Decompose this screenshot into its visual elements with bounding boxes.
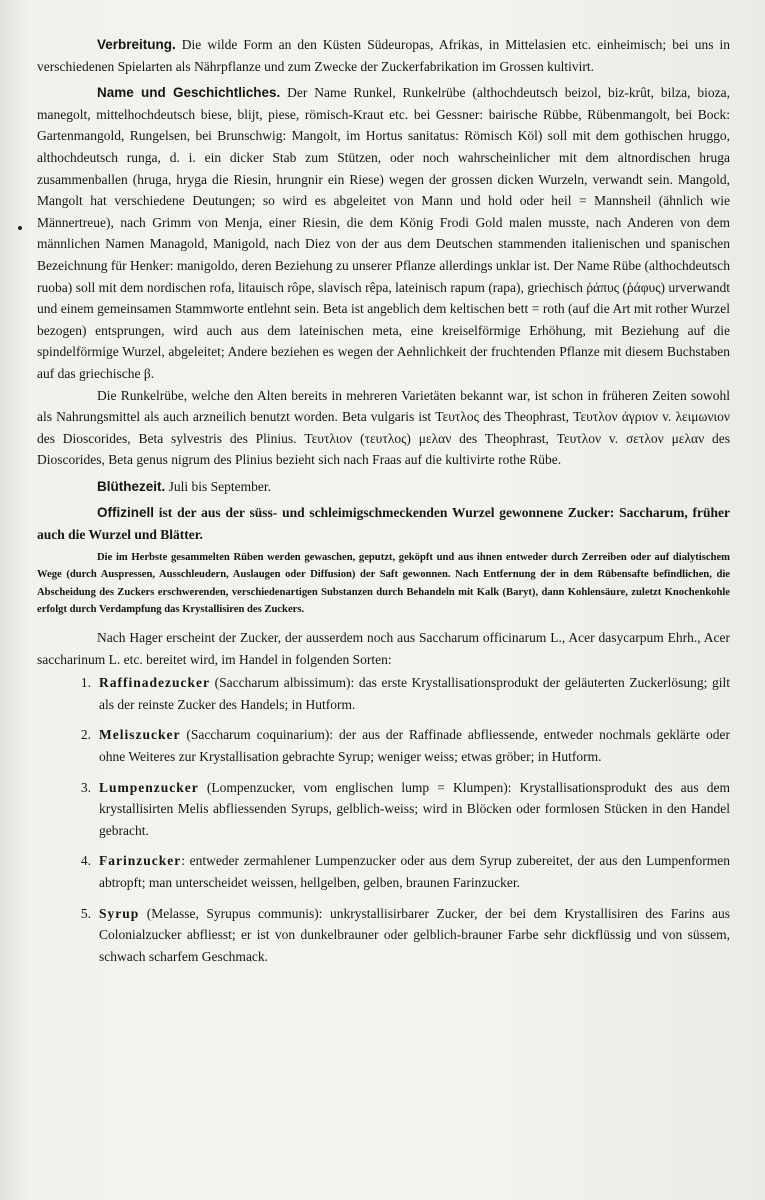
list-text [99,724,730,767]
main-text [37,34,730,546]
list-item [37,777,730,842]
list-number: 4. [80,853,91,869]
bluethezeit-text: Juli bis September. [165,478,272,494]
list-text [99,777,730,842]
offizinell-heading: Offizinell [97,505,154,521]
hager-section [37,627,730,670]
list-term: Syrup [99,905,140,921]
list-item [37,850,730,893]
verbreitung-text: Die wilde Form an den Küsten Südeuropas, Afrikas, in Mittelasien etc. einheimisch; bei uns in verschiedenen Spielarten als Nährpflanze und zum Zwecke der Zuckerfabrikation im Grossen kultivirt. [37,37,730,74]
hager-intro: Nach Hager erscheint der Zucker, der ausserdem noch aus Saccharum officinarum L., Acer dasycarpum Ehrh., Acer saccharinum L. etc. bereitet wird, im Handel in folgenden Sorten: [37,630,730,667]
list-description: : entweder zermahlener Lumpenzucker oder aus dem Syrup zubereitet, der aus den Lumpenformen abtropft; man unterscheidet weissen, hellgelben, gelben, braunen Farinzucker. [99,853,730,890]
list-term: Lumpenzucker [99,779,199,795]
list-term: Meliszucker [99,727,181,743]
sugar-types-list [37,672,730,967]
runkelruebe-paragraph: Die Runkelrübe, welche den Alten bereits in mehreren Varietäten bekannt war, ist schon in früheren Zeiten sowohl als Nahrungsmittel als auch arzneilich benutzt worden. Beta vulgaris ist Τευτλος des Theophrast, Τευτλον άγριον v. λειμωνιον des Dioscorides, Beta sylvestris des Plinius. Τευτλιον (τευτλος) μελαν des Theophrast, Τευτλον v. σετλον μελαν des Dioscorides, Beta genus nigrum des Plinius bezieht sich nach Fraas auf die kultivirte rothe Rübe. [37,387,730,468]
list-description: (Melasse, Syrupus communis): unkrystallisirbarer Zucker, der bei dem Krystallisiren des Farins aus Colonialzucker abfliesst; er ist von dunkelbrauner oder gelblich-brauner Farbe sehr dickflüssig und von süssem, schwach scharfem Geschmack. [99,905,730,964]
verbreitung-heading: Verbreitung. [97,37,176,52]
list-text [99,850,730,893]
list-text [99,672,730,715]
name-geschichte-text: Der Name Runkel, Runkelrübe (althochdeutsch beizol, biz-krût, bilza, bioza, manegolt, mittelhochdeutsch biese, blijt, piese, römisch-Kraut etc. bei Gessner: bairische Rübbe, Rübenmangolt, bei Bock: Gartenmangold, Rungelsen, bei Brunschwig: Mangolt, im Hortus sanitatus: Römisch Köl) soll mit dem gothischen hruggo, althochdeutsch runga, d. i. ein dicker Stab zum Stützen, oder noch wahrscheinlicher mit dem altnordischen hruga zusammenballen (hruga, hryga die Riesin, hrungnir ein Riese) wegen der grossen dicken Wurzeln, verwandt sein. Mangold, Mangolt hat verschiedene Deutungen; so wird es abgeleitet von Mann und hold oder heil = Mannsheil (ähnlich wie Männertreue), nach Grimm von Menja, einer Riesin, die dem König Frodi Gold malen musste, nach Anderen von dem männlichen Namen Managold, Manigold, nach Diez von der aus dem Deutschen stammenden italienischen und spanischen Bezeichnung für Henker: manigoldo, deren Beziehung zu unserer Pflanze allerdings unklar ist. Der Name Rübe (althochdeutsch ruoba) soll mit dem nordischen rofa, litauisch rôpe, slavisch rêpa, lateinisch rapum (rapa), griechisch ῥάπυς (ῥάφυς) urverwandt und einem gemeinsamen Stammworte entlehnt sein. Beta ist angeblich dem keltischen bett = roth (auf die Art mit rother Wurzel bezogen) entsprungen, wird auch aus dem lateinischen meta, eine kreiselförmige Erhöhung, mit Beziehung auf die spindelförmige Wurzel, abgeleitet; Andere beziehen es wegen der Aehnlichkeit der fruchtenden Pflanze mit diesem Buchstaben auf das griechische β. [37,85,730,381]
list-term: Farinzucker [99,853,182,869]
small-print-text: Die im Herbste gesammelten Rüben werden gewaschen, geputzt, geköpft und aus ihnen entweder durch Zerreiben oder auf dialytischem Wege (durch Auspressen, Ausschleudern, Auslaugen oder Diffusion) der Saft gewonnen. Nach Entfernung der in dem Rübensafte befindlichen, die Abscheidung des Zuckers erschwerenden, verschiedenartigen Substanzen durch Behandeln mit Kalk (Baryt), dann Kohlensäure, zuletzt Knochenkohle erfolgt durch Verdampfung das Krystallisiren des Zuckers. [37,551,730,616]
list-term: Raffinadezucker [99,675,210,691]
list-item [37,672,730,715]
bluethezeit-paragraph [37,476,730,498]
list-number: 3. [80,779,91,795]
list-item [37,903,730,968]
list-description: (Saccharum albissimum): das erste Krystallisationsprodukt der geläuterten Zuckerlösung; gilt als der reinste Zucker des Handels; in Hutform. [99,675,730,712]
list-description: (Saccharum coquinarium): der aus der Raffinade abfliessende, entweder nochmals geklärte oder ohne Weiteres zur Krystallisation gebrachte Syrup; weniger weiss; etwas gröber; in Hutform. [99,727,730,764]
margin-mark [18,226,22,230]
name-geschichte-paragraph [37,82,730,384]
verbreitung-paragraph [37,34,730,77]
small-print-block [37,549,730,619]
offizinell-text: ist der aus der süss- und schleimigschmeckenden Wurzel gewonnene Zucker: Saccharum, früher auch die Wurzel und Blätter. [37,505,730,543]
list-description: (Lompenzucker, vom englischen lump = Klumpen): Krystallisationsprodukt des aus dem krystallisirten Melis abfliessenden Syrups, gelblich-weiss; wird in Blöcken oder formlosen Stücken in den Handel gebracht. [99,779,730,838]
list-text [99,903,730,968]
name-geschichte-heading: Name und Geschichtliches. [97,85,281,101]
list-number: 1. [80,675,91,691]
list-item [37,724,730,767]
offizinell-paragraph [37,502,730,545]
list-number: 2. [80,727,91,743]
list-number: 5. [80,905,91,921]
bluethezeit-heading: Blüthezeit. [97,478,166,494]
